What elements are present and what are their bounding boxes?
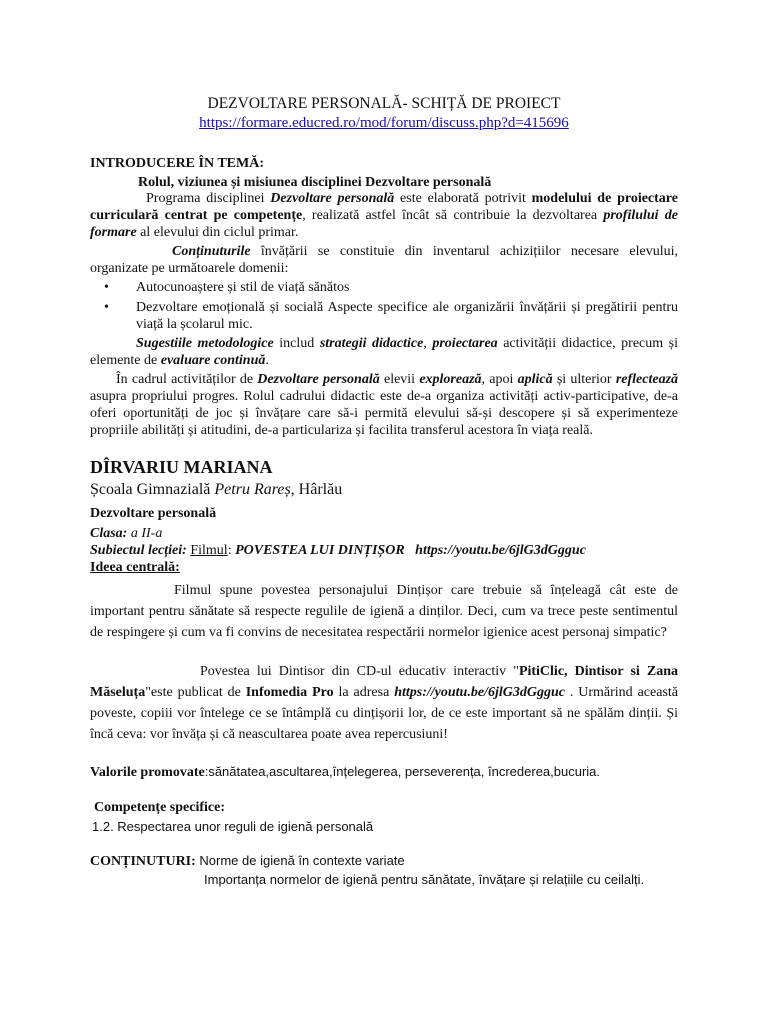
bullet-icon: • — [104, 280, 109, 295]
content-line-2: Importanța normelor de igienă pentru sănătate, învățare și relațiile cu ceilalți. — [204, 872, 645, 887]
domains-list — [90, 279, 678, 333]
topic-line: Subiectul lecției: Filmul: POVESTEA LUI DINȚIȘOR https://youtu.be/6jlG3dGgguc — [90, 543, 586, 558]
intro-paragraph-4: În cadrul activităților de Dezvoltare personală elevii explorează, apoi aplică și ulterior reflectează asupra propriului progres. Rolul cadrului didactic este de-a organiza activități activ-participative, de-a oferi oportunități de joc și învățare care să-i permită elevului să-și descopere și să experimenteze propriile abilități și atitudini, de-a particulariza și facilita transferul acestora în viața reală. — [90, 372, 679, 438]
intro-paragraph-3: Sugestiile metodologice includ strategii didactice, proiectarea activității didactice, precum și elemente de evaluare continuă. — [90, 336, 679, 368]
class-line: Clasa: a II-a — [90, 526, 163, 541]
story-video-link[interactable]: https://youtu.be/6jlG3dGgguc — [394, 685, 565, 700]
competences-item: 1.2. Respectarea unor reguli de igienă personală — [92, 819, 374, 834]
topic-video-link[interactable]: https://youtu.be/6jlG3dGgguc — [415, 543, 586, 558]
page-title: DEZVOLTARE PERSONALĂ- SCHIȚĂ DE PROIECT — [207, 95, 561, 112]
central-idea-paragraph-2: Povestea lui Dintisor din CD-ul educativ interactiv "PitiClic, Dintisor si Zana Măseluța"este publicat de Infomedia Pro la adresa https://youtu.be/6jlG3dGgguc . Urmărind această poveste, copiii vor întelege ce se întâmplă cu dințișorii lor, de ce este important să ne spălăm dinții. Și încă ceva: vor învăța și că neascultarea poate avea repercusiuni! — [90, 664, 679, 742]
central-idea-heading: Ideea centrală: — [90, 560, 180, 575]
list-item: • Autocunoaștere și stil de viață sănătos — [104, 280, 350, 295]
subject-name: Dezvoltare personală — [90, 506, 217, 521]
author-school: Școala Gimnazială Petru Rareș, Hârlău — [90, 481, 343, 498]
intro-paragraph-1: Programa disciplinei Dezvoltare personală este elaborată potrivit modelului de proiectare curriculară centrat pe competențe, realizată astfel încât să contribuie la dezvoltarea profilului de formare al elevului din ciclul primar. — [90, 191, 678, 240]
central-idea-paragraph-1: Filmul spune povestea personajului Dințișor care trebuie să înțeleagă cât este de important pentru sănătate să respecte regulile de igienă a dinților. Deci, cum va trece peste sentimentul de respingere și cum va fi convins de necesitatea respectării normelor igienice acest personaj simpatic? — [90, 583, 678, 640]
list-item: • Dezvoltare emoțională și socială Aspecte specifice ale organizării învățării și pregătirii pentru viață la școlarul mic. — [104, 300, 678, 332]
author-name: DÎRVARIU MARIANA — [90, 457, 273, 477]
intro-paragraph-2: Conținuturile învățării se constituie din inventarul achizițiilor necesare elevului, organizate pe următoarele domenii: — [90, 244, 678, 276]
intro-subheading: Rolul, viziunea și misiunea disciplinei Dezvoltare personală — [138, 175, 492, 190]
competences-heading: Competențe specifice: — [94, 800, 226, 815]
content-line-1: CONȚINUTURI: Norme de igienă în contexte variate — [90, 853, 405, 869]
intro-heading: INTRODUCERE ÎN TEMĂ: — [90, 156, 264, 171]
forum-link[interactable]: https://formare.educred.ro/mod/forum/discuss.php?d=415696 — [199, 115, 569, 131]
header-link-line — [90, 115, 678, 132]
values-line: Valorile promovate:sănătatea,ascultarea,înțelegerea, perseverența, încrederea,bucuria. — [90, 764, 601, 780]
bullet-icon: • — [104, 300, 109, 315]
